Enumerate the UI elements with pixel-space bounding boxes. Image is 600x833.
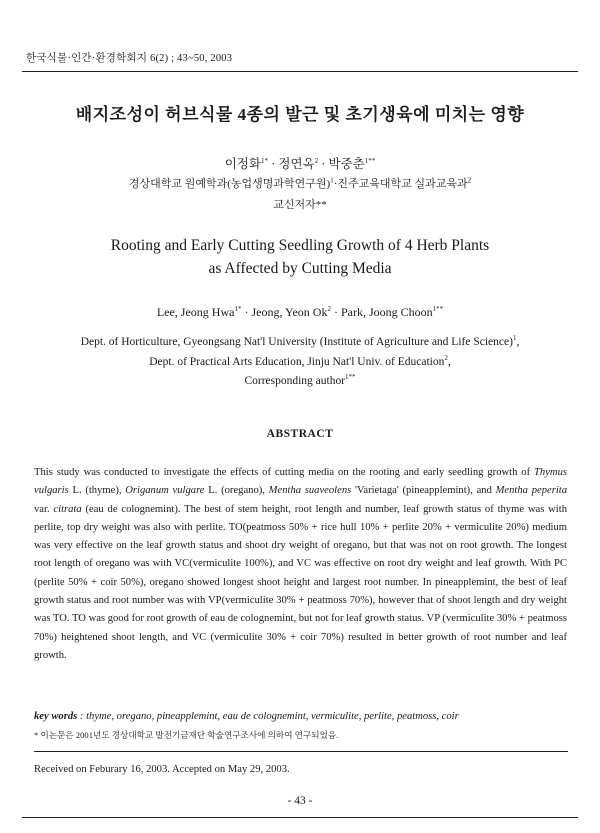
korean-affiliation: [0, 175, 600, 191]
author-separator: ·: [321, 157, 326, 171]
received-date: Received on Feburary 16, 2003. Accepted on May 29, 2003.: [34, 764, 290, 775]
keywords: [34, 711, 459, 722]
korean-affiliation-2: ·진주교육대학교 실과교육과: [333, 178, 468, 190]
korean-author-2: 정연옥: [278, 157, 315, 171]
species-mentha-peperita: Mentha peperita: [495, 485, 568, 497]
abstract-text-5: var.: [34, 503, 54, 515]
korean-author-1: 이정화: [224, 157, 261, 171]
abstract-text-4: 'Varietaga' (pineapplemint), and: [351, 485, 496, 497]
species-thymus: Thymus vulgaris: [34, 467, 567, 497]
english-author-3: Park, Joong Choon: [340, 305, 433, 319]
korean-title: 배지조성이 허브식물 4종의 발근 및 초기생육에 미치는 영향: [75, 105, 525, 124]
english-affiliation-2-sup: 2: [444, 354, 448, 363]
english-corresponding: [0, 375, 600, 387]
korean-affiliation-2-sup: 2: [467, 176, 472, 185]
english-author-2: Jeong, Yeon Ok: [251, 305, 328, 319]
author-separator: ·: [271, 157, 276, 171]
korean-affiliation-1: 경상대학교 원예학과(농업생명과학연구원): [128, 178, 331, 190]
species-mentha-suaveolens: Mentha suaveolens: [268, 485, 352, 497]
english-corresponding-sup: 1**: [345, 373, 356, 382]
funding-footnote: * 이논문은 2001년도 경상대학교 발전기금재단 학술연구조사에 의하여 연구되었음.: [34, 730, 339, 740]
english-affiliation-1-text: Dept. of Horticulture, Gyeongsang Nat'l University (Institute of Agriculture and Life Science): [80, 336, 513, 348]
species-citrata: citrata: [53, 503, 82, 515]
korean-authors: [0, 154, 600, 172]
abstract-text-2: L. (thyme),: [68, 485, 126, 497]
journal-header: 한국식물·인간·환경학회지 6(2) ; 43~50, 2003: [26, 53, 233, 64]
keywords-text: : thyme, oregano, pineapplemint, eau de colognemint, vermiculite, perlite, peatmoss, coir: [77, 711, 459, 722]
korean-affiliation-1-sup: 1: [330, 176, 334, 185]
english-author-3-sup: 1**: [432, 305, 444, 313]
english-author-2-sup: 2: [327, 305, 331, 313]
english-author-1: Lee, Jeong Hwa: [156, 305, 235, 319]
species-origanum: Origanum vulgare: [125, 485, 205, 497]
abstract-text-6: (eau de colognemint). The best of stem height, root length and number, leaf growth status of thyme was with perlite, top dry weight was also with perlite. TO(peatmoss 50% + rice hull 10% + perlite 20% + vermiculite 20%) medium was very effective on the leaf growth status and shoot dry weight of oregano, but that was not on root growth. The longest root length of oregano was with VC(vermiculite 100%), and VC was effective on root dry weight and leaf growth. With PC (perlite 50% + coir 50%), oregano showed longest shoot height and largest root number. In pineapplemint, the best of leaf growth status and root number was with VP(vermiculite 30% + peatmoss 70%), however that of shoot length and dry weight was TO. TO was good for root growth of eau de colognemint, but not for leaf growth status. VP (vermiculite 30% + peatmoss 70%) heightened shoot length, and VC (vermiculite 30% + coir 70%) resulted in better growth of root number and leaf growth.: [34, 503, 567, 661]
korean-author-1-sup: 1*: [260, 156, 268, 165]
page-number: - 43 -: [287, 795, 313, 807]
keywords-label: key words: [34, 711, 78, 722]
english-affiliation-2: Dept. of Practical Arts Education, Jinju Nat'l Univ. of Education$^2$,: [149, 354, 451, 368]
footer-rule: [22, 817, 578, 818]
english-affiliation-1-sup: 1: [512, 334, 517, 343]
english-title-line-1: Rooting and Early Cutting Seedling Growth of 4 Herb Plants: [110, 237, 490, 254]
author-separator: ·: [333, 305, 338, 319]
footnote-rule: [34, 751, 568, 752]
english-affiliation-1: Dept. of Horticulture, Gyeongsang Nat'l University (Institute of Agriculture and Life Science)$^1$,: [80, 334, 520, 348]
korean-author-3: 박중춘: [328, 157, 365, 171]
korean-author-3-sup: 1**: [364, 156, 376, 165]
author-separator: ·: [244, 305, 249, 319]
korean-author-2-sup: 2: [314, 156, 319, 165]
korean-corresponding: 교신저자**: [273, 199, 327, 211]
english-author-1-sup: 1*: [234, 305, 242, 313]
abstract-heading: ABSTRACT: [266, 428, 334, 440]
english-authors: [0, 305, 600, 320]
english-title-line-2: as Affected by Cutting Media: [208, 260, 392, 277]
abstract-text-1: This study was conducted to investigate the effects of cutting media on the rooting and early seedling growth of: [34, 467, 535, 478]
english-corresponding-text: Corresponding author: [244, 375, 346, 387]
header-rule: [22, 71, 578, 72]
abstract-text-3: L. (oregano),: [204, 485, 269, 497]
abstract-body: [34, 464, 567, 665]
english-affiliation-2-text: Dept. of Practical Arts Education, Jinju Nat'l Univ. of Education: [149, 356, 445, 368]
